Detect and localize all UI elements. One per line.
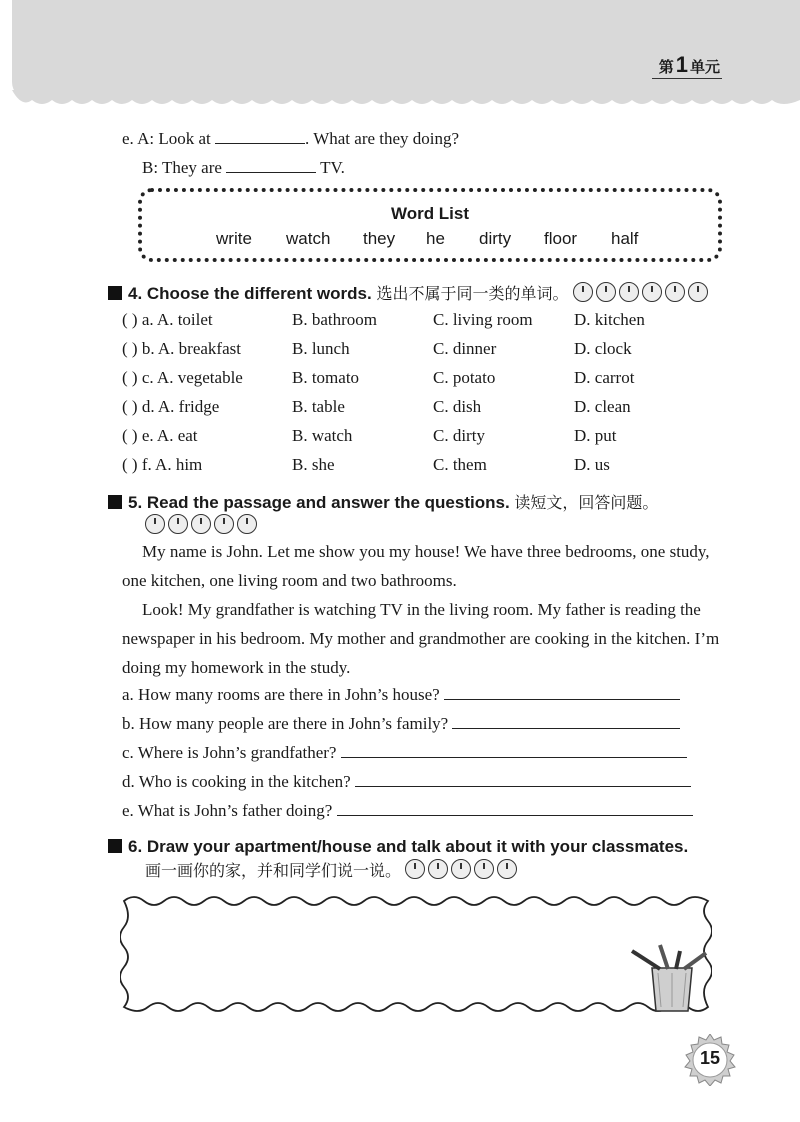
- clock-icon: [665, 282, 685, 302]
- answer-blank[interactable]: [215, 129, 305, 144]
- answer-blank[interactable]: [337, 801, 693, 816]
- choice-a[interactable]: ( ) b. A. breakfast: [122, 339, 241, 358]
- clock-icon: [619, 282, 639, 302]
- choice-a[interactable]: ( ) a. A. toilet: [122, 310, 213, 329]
- clock-icon: [168, 514, 188, 534]
- question-3e-a: [122, 129, 459, 149]
- question-e: [122, 801, 693, 821]
- unit-underline: [652, 78, 722, 79]
- word-list-box: [138, 188, 722, 262]
- clock-icon: [474, 859, 494, 879]
- choice-c[interactable]: C. potato: [433, 368, 496, 387]
- question-3e-b: [142, 158, 345, 178]
- clock-icon: [405, 859, 425, 879]
- drawing-area[interactable]: [120, 893, 712, 1015]
- answer-blank[interactable]: [355, 772, 691, 787]
- q3e-b-text: B: They are: [142, 158, 222, 177]
- answer-blank[interactable]: [444, 685, 680, 700]
- square-bullet-icon: [108, 495, 122, 509]
- question-b: [122, 714, 680, 734]
- page-header: [12, 0, 800, 100]
- choice-c[interactable]: C. living room: [433, 310, 533, 329]
- word-item: floor: [544, 229, 578, 248]
- choice-c[interactable]: C. dinner: [433, 339, 497, 358]
- clock-icon: [145, 514, 165, 534]
- section-6-heading: [108, 837, 688, 857]
- passage-paragraph-2: Look! My grandfather is watching TV in the living room. My father is reading the newspaper in his bedroom. My mother and grandmother are cooking in the kitchen. I’m doing my homework in the study.: [122, 600, 720, 677]
- section-4-title: 4. Choose the different words.: [128, 284, 372, 303]
- clock-icon: [573, 282, 593, 302]
- choice-b[interactable]: B. she: [292, 455, 335, 474]
- answer-blank[interactable]: [226, 158, 316, 173]
- word-item: they: [363, 229, 396, 248]
- question-text: a. How many rooms are there in John’s house?: [122, 685, 440, 704]
- choice-b[interactable]: B. lunch: [292, 339, 350, 358]
- clock-icon: [497, 859, 517, 879]
- unit-number: 1: [675, 52, 688, 77]
- question-a: [122, 685, 680, 705]
- pencil-cup-icon: [632, 945, 706, 1011]
- question-text: b. How many people are there in John’s family?: [122, 714, 449, 733]
- q3e-a-tail: . What are they doing?: [305, 129, 460, 148]
- clock-icon: [214, 514, 234, 534]
- word-list-title: Word List: [390, 204, 470, 223]
- passage-paragraph-1: My name is John. Let me show you my house! We have three bedrooms, one study, one kitchen, one living room and two bathrooms.: [122, 542, 710, 590]
- section-6-title-cn: 画一画你的家，并和同学们说一说。: [145, 861, 402, 880]
- page-number-badge: [684, 1034, 736, 1086]
- question-d: [122, 772, 691, 792]
- choice-a[interactable]: ( ) d. A. fridge: [122, 397, 220, 416]
- clock-icon: [596, 282, 616, 302]
- section-6-title: 6. Draw your apartment/house and talk about it with your classmates.: [128, 837, 689, 856]
- choice-b[interactable]: B. table: [292, 397, 345, 416]
- choice-c[interactable]: C. dish: [433, 397, 482, 416]
- question-c: [122, 743, 687, 763]
- clock-icon: [451, 859, 471, 879]
- choice-d[interactable]: D. us: [574, 455, 610, 474]
- choice-b[interactable]: B. watch: [292, 426, 353, 445]
- section-4-heading: [108, 281, 711, 304]
- answer-blank[interactable]: [452, 714, 680, 729]
- clock-icon: [191, 514, 211, 534]
- word-item: dirty: [479, 229, 512, 248]
- choice-d[interactable]: D. put: [574, 426, 617, 445]
- choice-b[interactable]: B. bathroom: [292, 310, 377, 329]
- clock-rating: [145, 514, 260, 536]
- question-text: d. Who is cooking in the kitchen?: [122, 772, 351, 791]
- choice-d[interactable]: D. clock: [574, 339, 632, 358]
- q3e-a-text: e. A: Look at: [122, 129, 211, 148]
- clock-icon: [428, 859, 448, 879]
- choice-b[interactable]: B. tomato: [292, 368, 360, 387]
- unit-prefix: 第: [658, 58, 674, 76]
- square-bullet-icon: [108, 286, 122, 300]
- section-5-heading: [108, 490, 658, 513]
- choice-c[interactable]: C. them: [433, 455, 487, 474]
- clock-icon: [642, 282, 662, 302]
- question-text: c. Where is John’s grandfather?: [122, 743, 337, 762]
- scalloped-edge: [12, 90, 800, 110]
- word-item: he: [426, 229, 445, 248]
- choice-a[interactable]: ( ) f. A. him: [122, 455, 203, 474]
- choice-d[interactable]: D. carrot: [574, 368, 635, 387]
- section-5-title: 5. Read the passage and answer the questions.: [128, 493, 510, 512]
- choice-c[interactable]: C. dirty: [433, 426, 485, 445]
- section-5-title-cn: 读短文，回答问题。: [514, 493, 659, 512]
- answer-blank[interactable]: [341, 743, 687, 758]
- question-text: e. What is John’s father doing?: [122, 801, 333, 820]
- word-item: half: [611, 229, 639, 248]
- q3e-b-tail: TV.: [320, 158, 345, 177]
- clock-icon: [688, 282, 708, 302]
- clock-icon: [237, 514, 257, 534]
- word-item: watch: [286, 229, 331, 248]
- page-number: 15: [699, 1048, 721, 1068]
- section-6-subtitle: [145, 858, 520, 881]
- square-bullet-icon: [108, 839, 122, 853]
- unit-label: [659, 52, 720, 78]
- choice-a[interactable]: ( ) c. A. vegetable: [122, 368, 243, 387]
- choice-d[interactable]: D. kitchen: [574, 310, 645, 329]
- choice-d[interactable]: D. clean: [574, 397, 631, 416]
- choice-a[interactable]: ( ) e. A. eat: [122, 426, 198, 445]
- section-4-title-cn: 选出不属于同一类的单词。: [376, 284, 569, 303]
- unit-suffix: 单元: [689, 58, 720, 76]
- word-item: write: [216, 229, 252, 248]
